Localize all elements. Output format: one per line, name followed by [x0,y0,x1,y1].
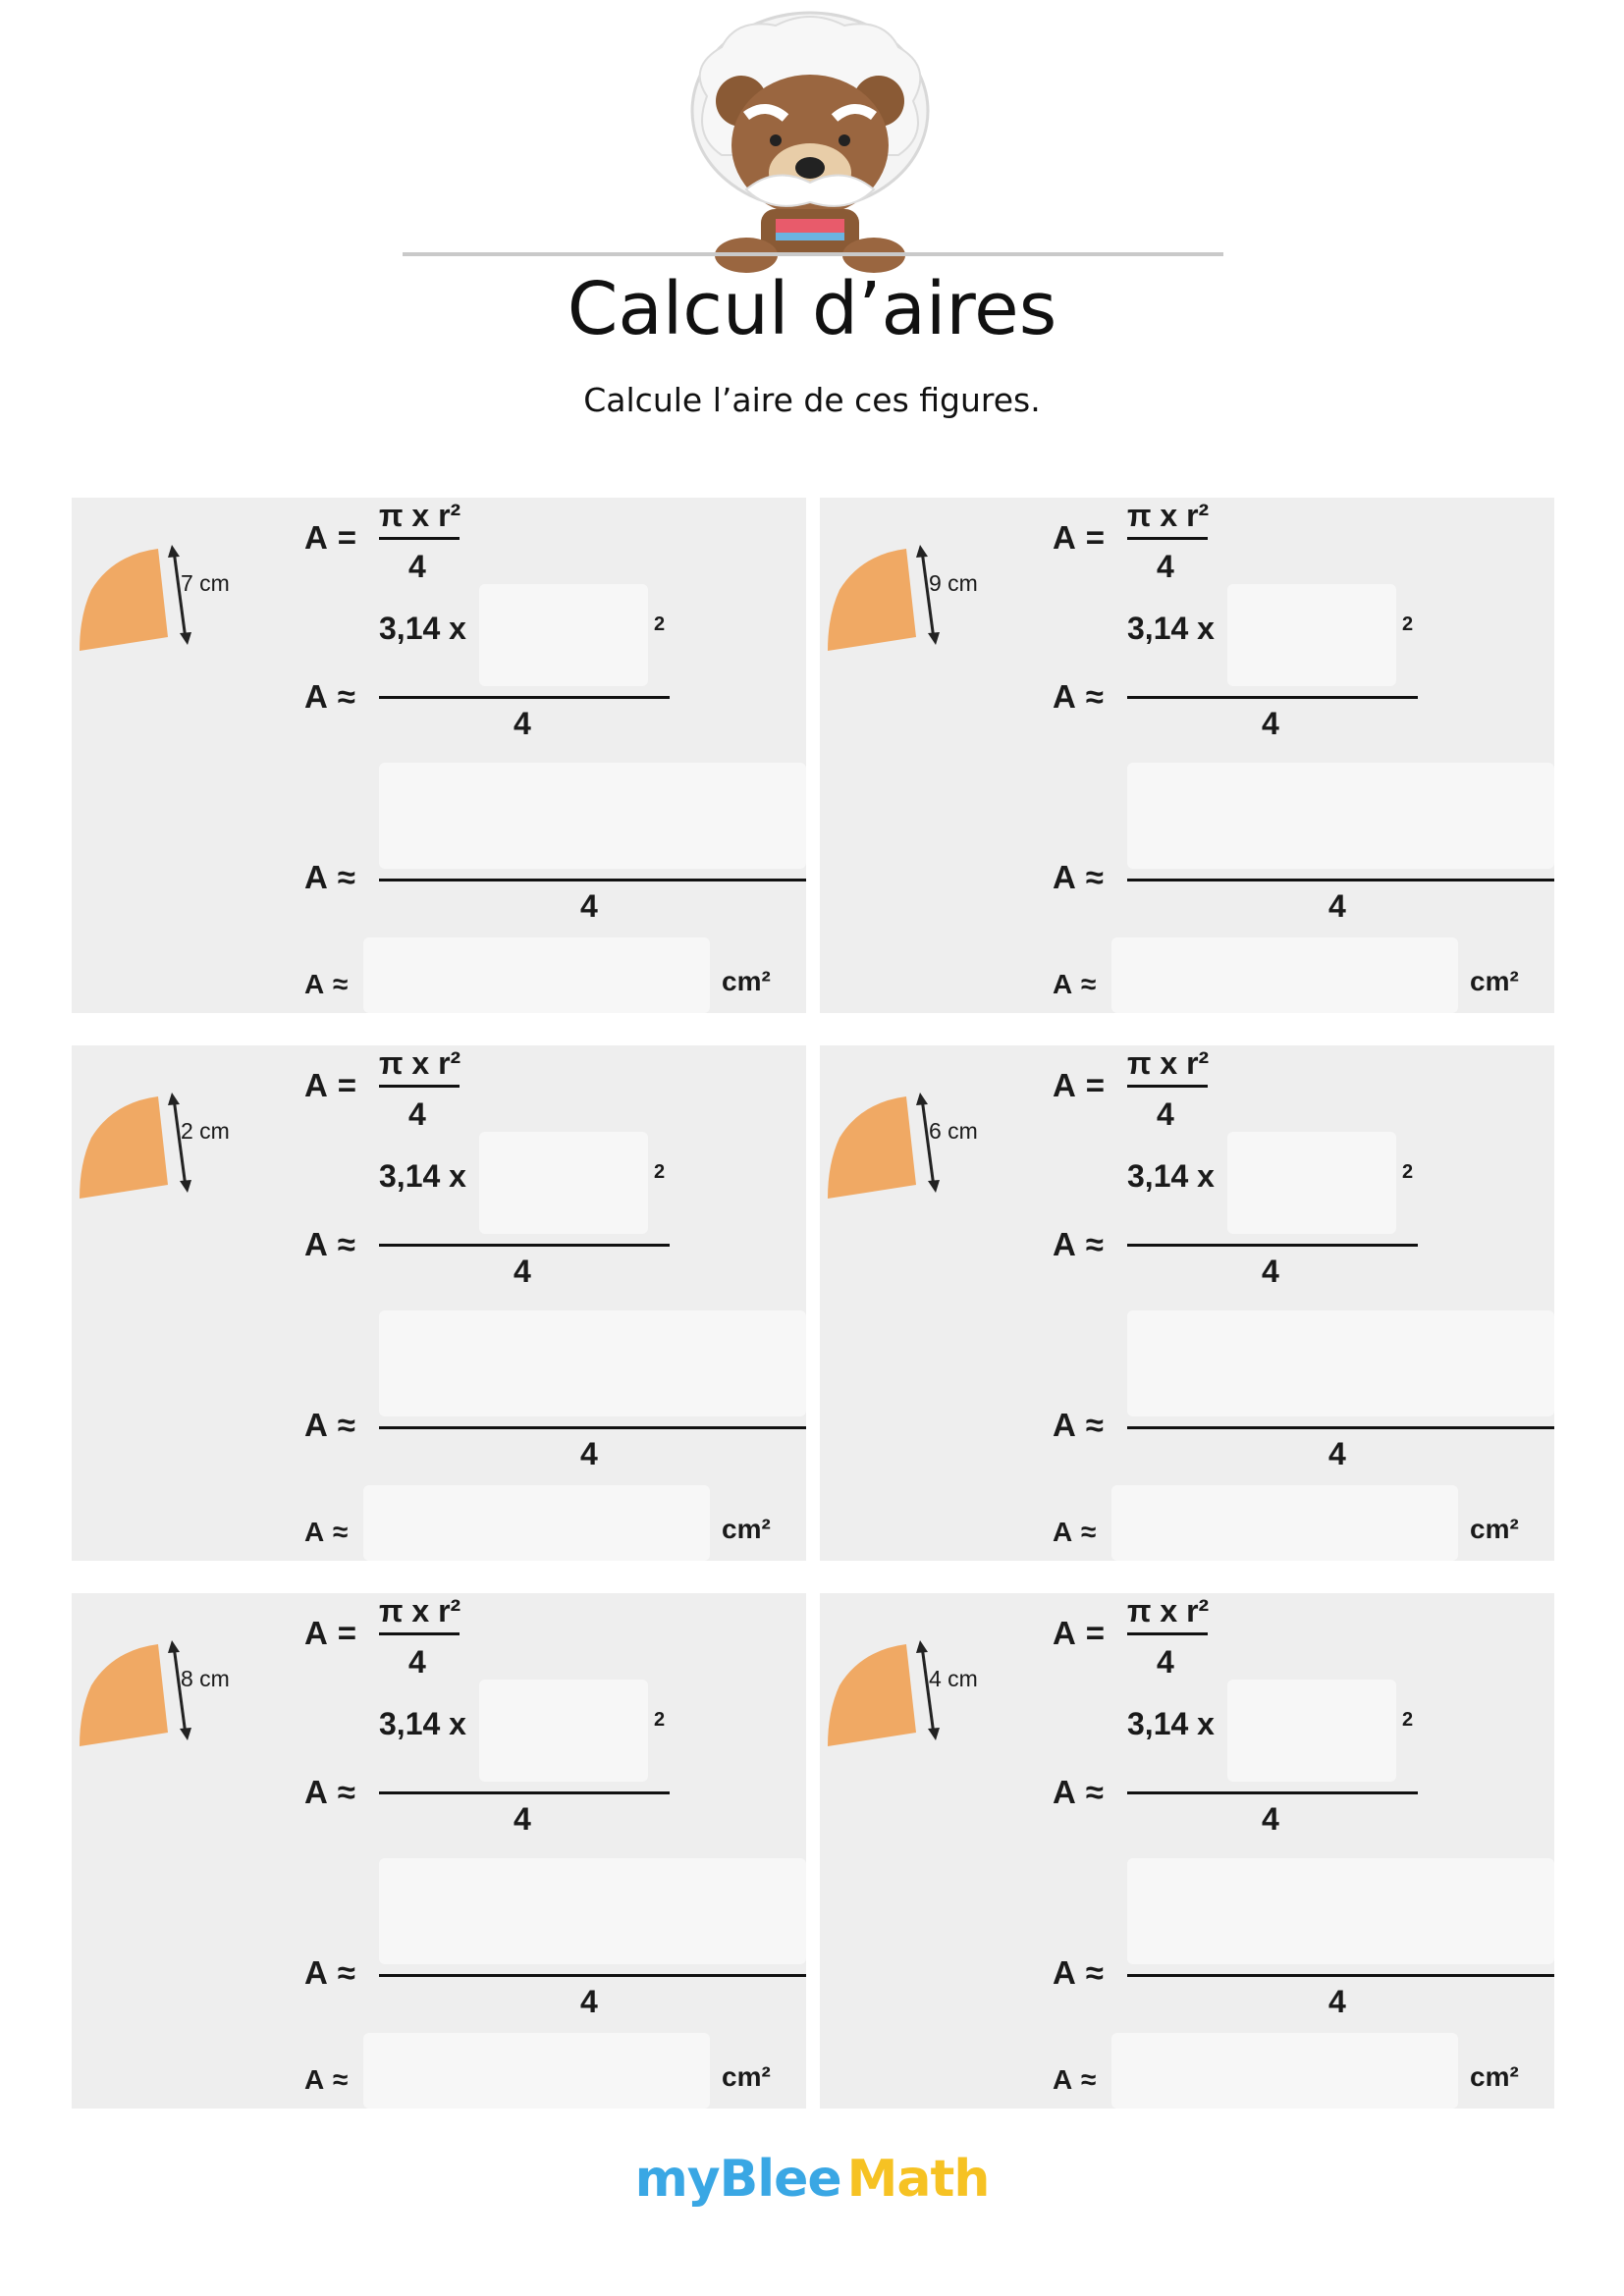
numerator-answer-box[interactable] [1127,1310,1554,1416]
step2-denominator: 4 [1328,1984,1346,2019]
area-approx-label: A ≈ [304,678,356,715]
formula-fraction-line [1127,1085,1208,1088]
radius-label: 9 cm [929,570,978,596]
formula-numerator: π x r² [379,1045,461,1081]
square-exponent: 2 [654,614,666,635]
area-approx-label: A ≈ [1053,1226,1105,1262]
exercise-card [820,1045,1554,1561]
formula-denominator: 4 [1157,549,1174,584]
area-approx-label: A ≈ [1053,2064,1098,2095]
step2-denominator: 4 [1328,1436,1346,1471]
exercise-card [72,1593,806,2109]
step1-fraction-line [1127,696,1418,699]
step2-fraction-line [379,879,806,881]
pi-times-text: 3,14 x [379,1158,466,1194]
area-approx-label: A ≈ [1053,1517,1098,1547]
quarter-circle-figure [78,545,215,653]
final-answer-box[interactable] [1111,2033,1458,2109]
step1-fraction-line [1127,1791,1418,1794]
area-approx-label: A ≈ [304,1954,356,1991]
radius-answer-box[interactable] [1227,1132,1396,1234]
step1-fraction-line [379,696,670,699]
square-exponent: 2 [1402,1709,1414,1731]
radius-answer-box[interactable] [479,1132,648,1234]
exercise-card [72,1045,806,1561]
area-approx-label: A ≈ [304,1517,350,1547]
page-title: Calcul d’aires [567,267,1057,351]
pi-times-text: 3,14 x [379,1706,466,1741]
area-equals-label: A = [1053,519,1107,556]
area-approx-label: A ≈ [304,2064,350,2095]
radius-label: 2 cm [181,1118,230,1144]
radius-answer-box[interactable] [1227,584,1396,686]
square-exponent: 2 [1402,614,1414,635]
formula-denominator: 4 [408,1096,426,1132]
step2-fraction-line [1127,1426,1554,1429]
area-approx-label: A ≈ [1053,678,1105,715]
step1-denominator: 4 [1262,706,1279,741]
header-rule [403,252,1223,256]
square-exponent: 2 [654,1161,666,1183]
radius-label: 4 cm [929,1666,978,1691]
exercise-card [820,1593,1554,2109]
area-equals-label: A = [1053,1615,1107,1651]
exercise-card [820,498,1554,1013]
pi-times-text: 3,14 x [379,611,466,646]
area-equals-label: A = [304,1067,358,1103]
step2-denominator: 4 [580,888,598,924]
unit-label: cm² [1470,966,1519,996]
unit-label: cm² [1470,2061,1519,2092]
area-approx-label: A ≈ [304,1774,356,1810]
step1-denominator: 4 [1262,1801,1279,1837]
square-exponent: 2 [654,1709,666,1731]
logo-part-myblee: myBlee [634,2150,841,2209]
area-approx-label: A ≈ [304,1226,356,1262]
numerator-answer-box[interactable] [1127,763,1554,869]
formula-numerator: π x r² [379,498,461,533]
area-equals-label: A = [304,519,358,556]
final-answer-box[interactable] [363,937,710,1013]
step1-fraction-line [1127,1244,1418,1247]
final-answer-box[interactable] [1111,937,1458,1013]
step1-denominator: 4 [514,1254,531,1289]
step1-fraction-line [379,1791,670,1794]
quarter-circle-figure [78,1640,215,1748]
step1-denominator: 4 [514,706,531,741]
area-approx-label: A ≈ [1053,1954,1105,1991]
step2-denominator: 4 [580,1984,598,2019]
unit-label: cm² [722,966,771,996]
formula-denominator: 4 [1157,1644,1174,1680]
radius-label: 8 cm [181,1666,230,1691]
area-approx-label: A ≈ [1053,1774,1105,1810]
numerator-answer-box[interactable] [379,1858,806,1964]
step1-denominator: 4 [514,1801,531,1837]
numerator-answer-box[interactable] [379,1310,806,1416]
area-approx-label: A ≈ [1053,969,1098,999]
step2-fraction-line [1127,879,1554,881]
area-approx-label: A ≈ [304,859,356,895]
formula-denominator: 4 [408,1644,426,1680]
formula-fraction-line [379,1632,460,1635]
formula-fraction-line [1127,1632,1208,1635]
radius-label: 6 cm [929,1118,978,1144]
radius-answer-box[interactable] [479,1680,648,1782]
final-answer-box[interactable] [1111,1485,1458,1561]
logo-part-math: Math [846,2150,990,2209]
exercise-card [72,498,806,1013]
quarter-circle-figure [826,1093,963,1201]
square-exponent: 2 [1402,1161,1414,1183]
area-approx-label: A ≈ [1053,1407,1105,1443]
step2-denominator: 4 [580,1436,598,1471]
formula-numerator: π x r² [1127,498,1210,533]
area-equals-label: A = [304,1615,358,1651]
formula-denominator: 4 [1157,1096,1174,1132]
final-answer-box[interactable] [363,2033,710,2109]
step2-fraction-line [379,1426,806,1429]
quarter-circle-figure [826,545,963,653]
step2-fraction-line [1127,1974,1554,1977]
formula-fraction-line [1127,537,1208,540]
myblee-math-logo [0,2150,1624,2209]
formula-fraction-line [379,537,460,540]
formula-numerator: π x r² [1127,1593,1210,1629]
area-approx-label: A ≈ [304,969,350,999]
step1-fraction-line [379,1244,670,1247]
formula-denominator: 4 [408,549,426,584]
final-answer-box[interactable] [363,1485,710,1561]
step1-denominator: 4 [1262,1254,1279,1289]
pi-times-text: 3,14 x [1127,1706,1215,1741]
area-approx-label: A ≈ [1053,859,1105,895]
pi-times-text: 3,14 x [1127,611,1215,646]
step2-denominator: 4 [1328,888,1346,924]
unit-label: cm² [722,1514,771,1544]
unit-label: cm² [722,2061,771,2092]
step2-fraction-line [379,1974,806,1977]
numerator-answer-box[interactable] [379,763,806,869]
quarter-circle-figure [78,1093,215,1201]
radius-label: 7 cm [181,570,230,596]
formula-fraction-line [379,1085,460,1088]
page-subtitle: Calcule l’aire de ces figures. [583,381,1041,419]
formula-numerator: π x r² [379,1593,461,1629]
area-equals-label: A = [1053,1067,1107,1103]
radius-answer-box[interactable] [479,584,648,686]
numerator-answer-box[interactable] [1127,1858,1554,1964]
quarter-circle-figure [826,1640,963,1748]
pi-times-text: 3,14 x [1127,1158,1215,1194]
unit-label: cm² [1470,1514,1519,1544]
bear-mascot-illustration [628,8,992,283]
radius-answer-box[interactable] [1227,1680,1396,1782]
formula-numerator: π x r² [1127,1045,1210,1081]
area-approx-label: A ≈ [304,1407,356,1443]
